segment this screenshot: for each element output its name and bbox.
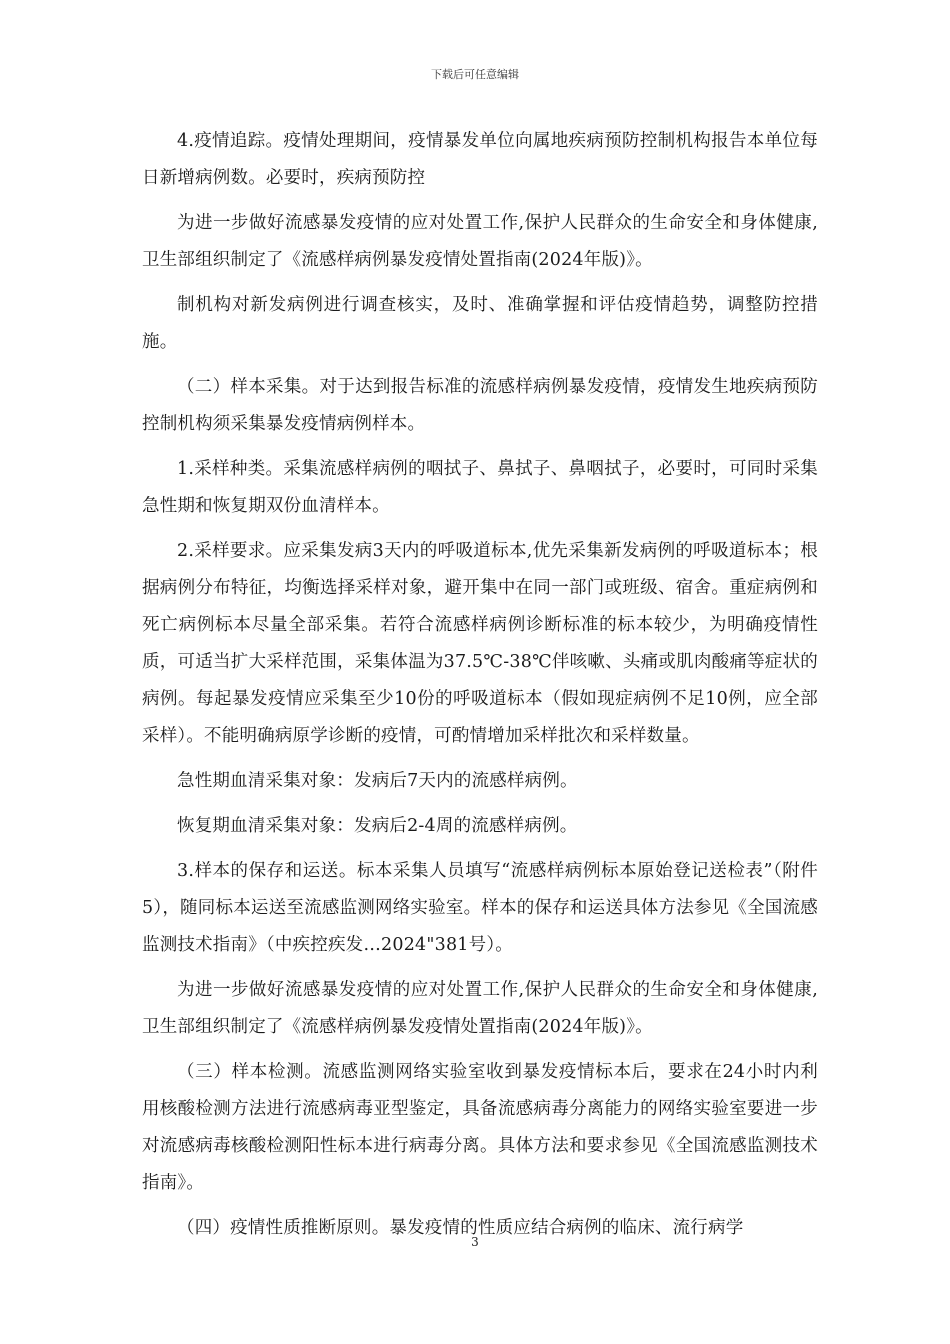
page-header: 下载后可任意编辑 xyxy=(431,68,519,81)
paragraph-guideline-repeat: 为进一步做好流感暴发疫情的应对处置工作,保护人民群众的生命安全和身体健康,卫生部组织制定了《流感样病例暴发疫情处置指南(2024年版)》。 xyxy=(142,980,818,1037)
paragraph-nature-inference: （四）疫情性质推断原则。暴发疫情的性质应结合病例的临床、流行病学 xyxy=(177,1218,744,1238)
paragraph-recovery-serum: 恢复期血清采集对象：发病后2-4周的流感样病例。 xyxy=(177,816,578,836)
paragraph-sample-collection: （二）样本采集。对于达到报告标准的流感样病例暴发疫情，疫情发生地疾病预防控制机构须采集暴发疫情病例样本。 xyxy=(142,377,818,434)
paragraph-sampling-requirements: 2.采样要求。应采集发病3天内的呼吸道标本,优先采集新发病例的呼吸道标本；根据病例分布特征，均衡选择采样对象，避开集中在同一部门或班级、宿舍。重症病例和死亡病例标本尽量全部采集。若符合流感样病例诊断标准的标本较少，为明确疫情性质，可适当扩大采样范围，采集体温为37.5℃-38℃伴咳嗽、头痛或肌肉酸痛等症状的病例。每起暴发疫情应采集至少10份的呼吸道标本（假如现症病例不足10例，应全部采样）。不能明确病原学诊断的疫情，可酌情增加采样批次和采样数量。 xyxy=(142,541,818,746)
paragraph-sample-testing: （三）样本检测。流感监测网络实验室收到暴发疫情标本后，要求在24小时内利用核酸检测方法进行流感病毒亚型鉴定，具备流感病毒分离能力的网络实验室要进一步对流感病毒核酸检测阳性标本进行病毒分离。具体方法和要求参见《全国流感监测技术指南》。 xyxy=(142,1062,818,1193)
paragraph-sample-storage: 3.样本的保存和运送。标本采集人员填写“流感样病例标本原始登记送检表”（附件5），随同标本运送至流感监测网络实验室。样本的保存和运送具体方法参见《全国流感监测技术指南》（中疾控疾发…2024"381号）。 xyxy=(142,861,818,955)
paragraph-sampling-types: 1.采样种类。采集流感样病例的咽拭子、鼻拭子、鼻咽拭子，必要时，可同时采集急性期和恢复期双份血清样本。 xyxy=(142,459,818,516)
document-body xyxy=(142,123,818,1255)
paragraph-epidemic-tracking: 4.疫情追踪。疫情处理期间，疫情暴发单位向属地疾病预防控制机构报告本单位每日新增病例数。必要时，疾病预防控 xyxy=(142,131,818,188)
paragraph-guideline-intro: 为进一步做好流感暴发疫情的应对处置工作,保护人民群众的生命安全和身体健康,卫生部组织制定了《流感样病例暴发疫情处置指南(2024年版)》。 xyxy=(142,213,818,270)
paragraph-case-verification: 制机构对新发病例进行调查核实，及时、准确掌握和评估疫情趋势，调整防控措施。 xyxy=(142,295,818,352)
page-number: 3 xyxy=(471,1235,479,1249)
paragraph-acute-serum: 急性期血清采集对象：发病后7天内的流感样病例。 xyxy=(177,771,578,791)
